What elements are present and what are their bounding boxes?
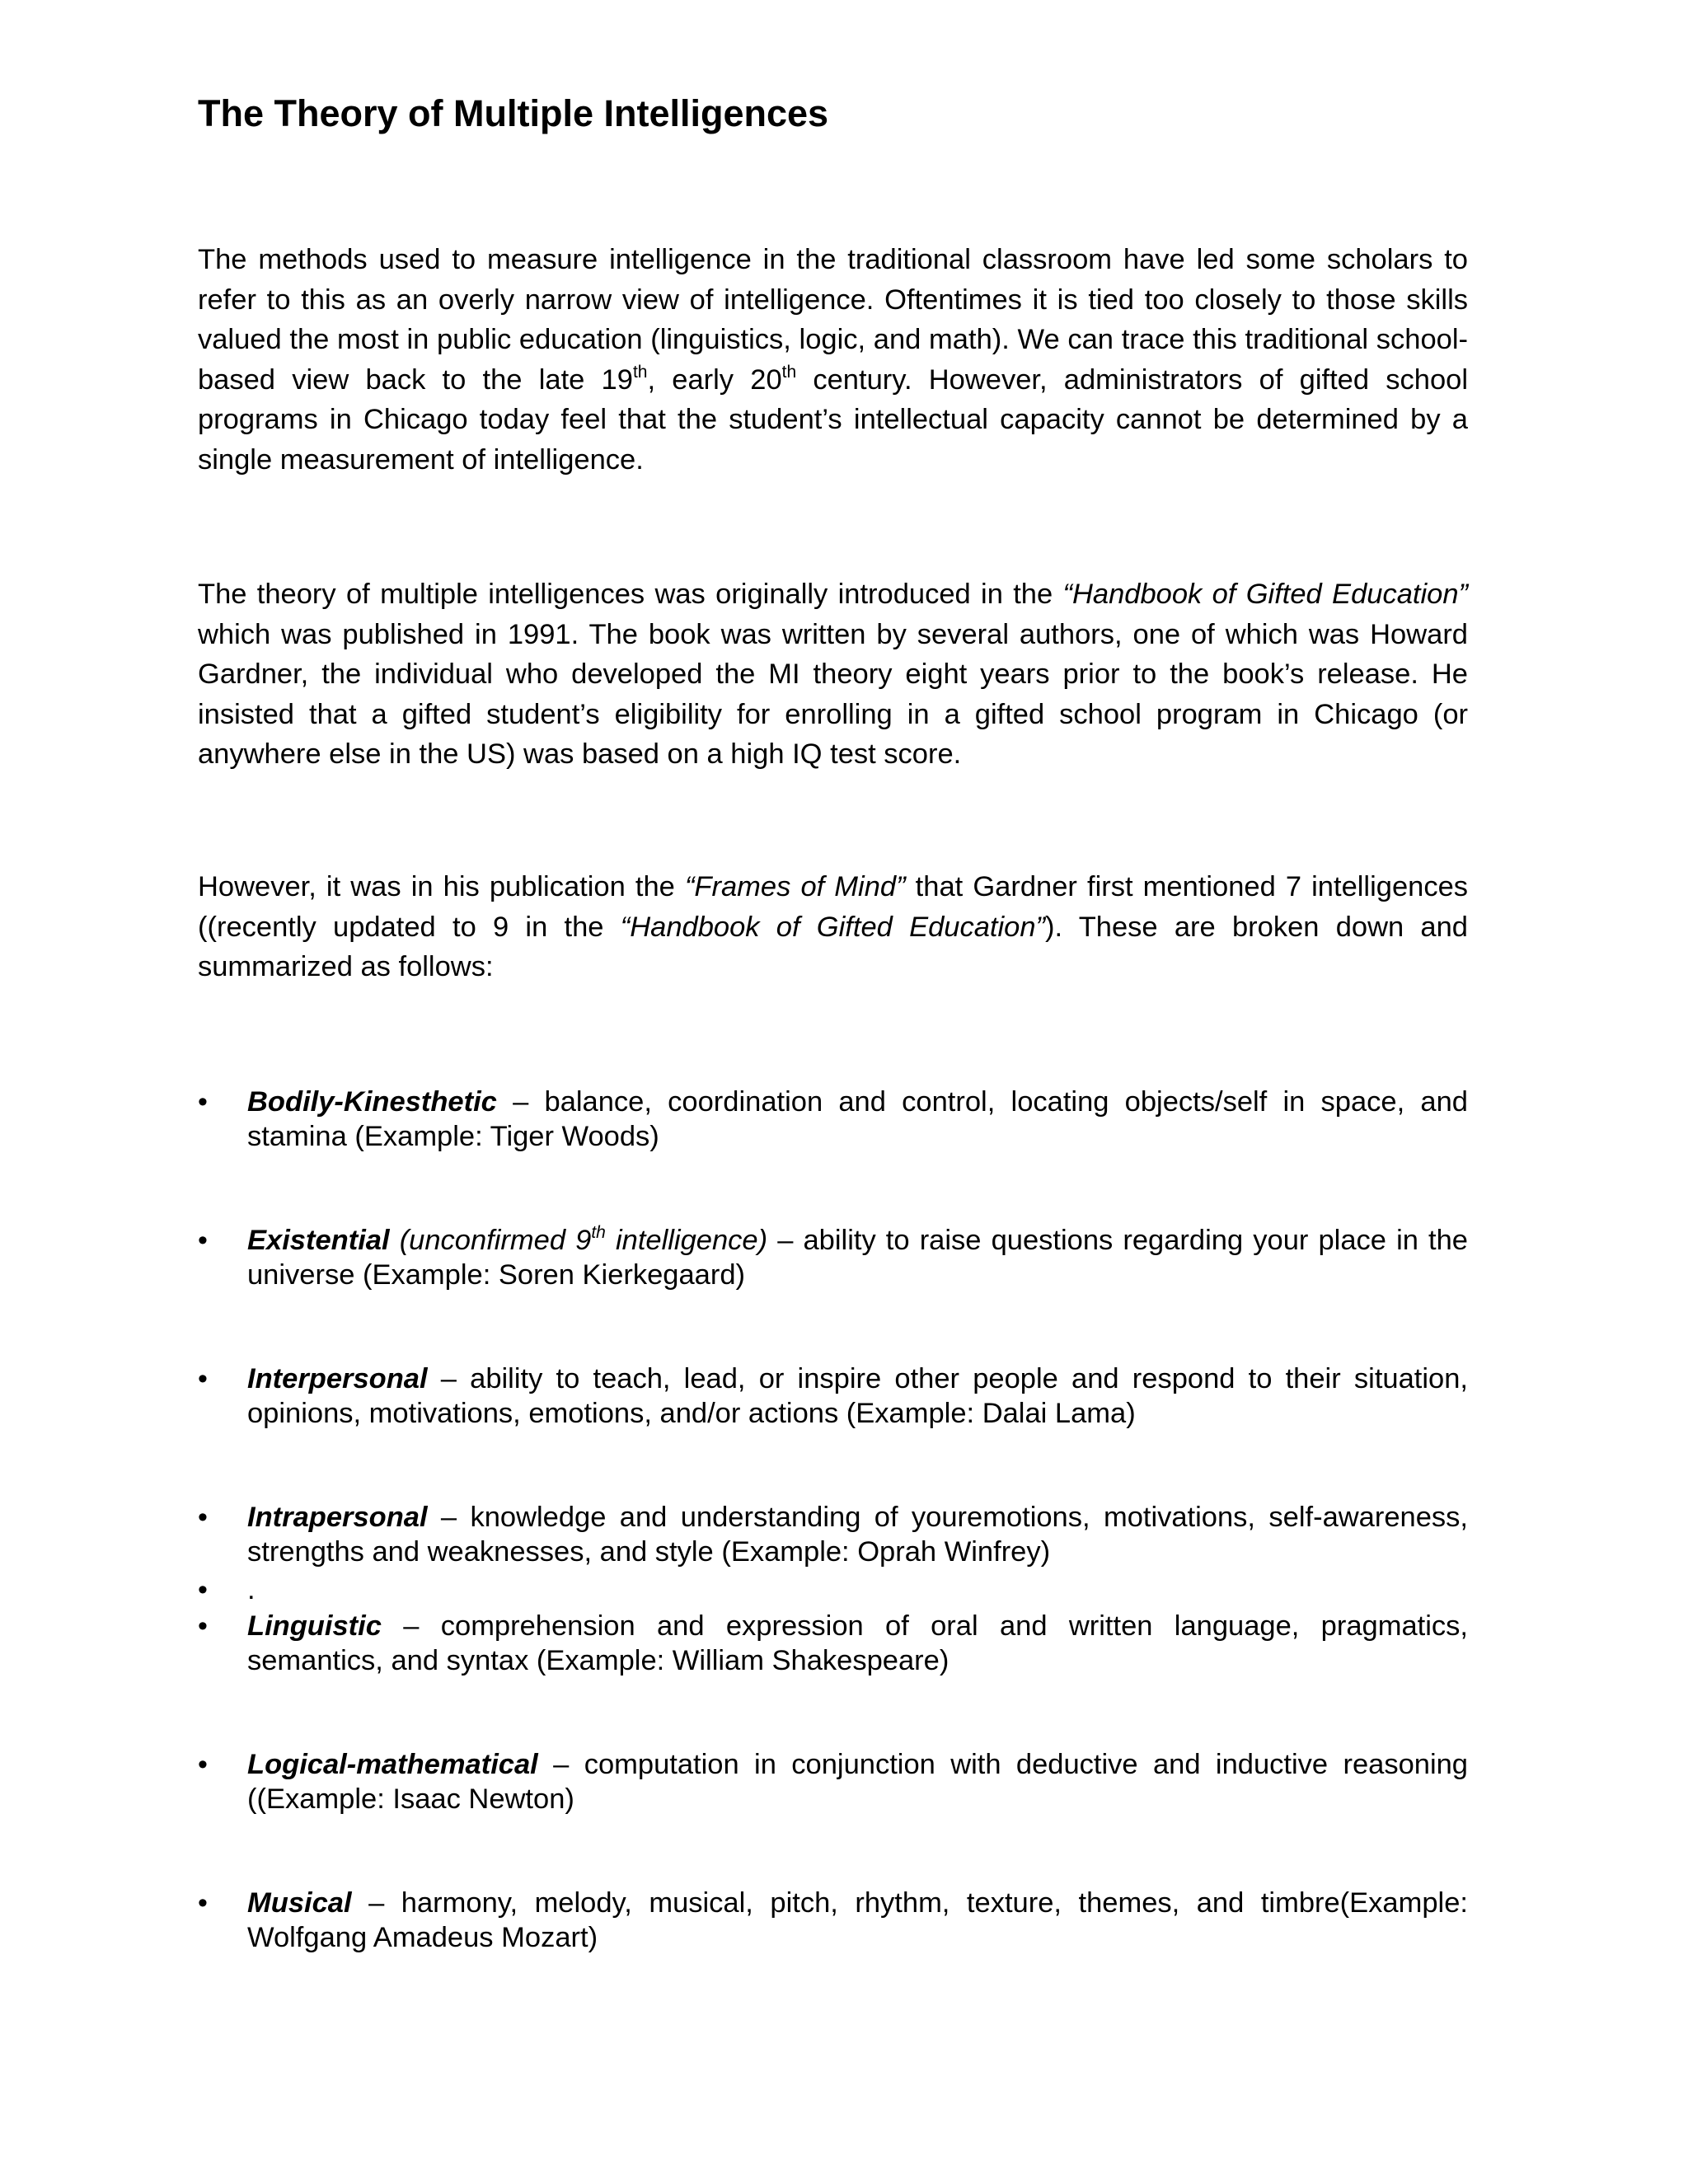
intelligence-term: Musical — [247, 1887, 352, 1919]
bullet-icon: • — [198, 1502, 208, 1533]
intelligence-description: – computation in conjunction with deductive and inductive reasoning ((Example: Isaac Newton) — [247, 1749, 1468, 1815]
page-title: The Theory of Multiple Intelligences — [198, 92, 829, 134]
intelligence-term: Existential — [247, 1225, 390, 1256]
bullet-icon: • — [198, 1749, 208, 1780]
summary-text-c: ). These are broken down and summarized as follows: — [198, 911, 1468, 982]
history-text-a: The theory of multiple intelligences was originally introduced in the — [198, 579, 1063, 610]
intelligence-term: Linguistic — [247, 1610, 382, 1642]
list-item-body — [247, 1361, 1468, 1431]
bullet-icon: • — [198, 1574, 208, 1605]
list-item-bodily-kinesthetic — [198, 1085, 1468, 1154]
book-title: “Handbook of Gifted Education” — [620, 911, 1046, 943]
intelligence-description: – balance, coordination and control, locating objects/self in space, and stamina (Example: Tiger Woods) — [247, 1086, 1468, 1152]
superscript-th: th — [591, 1223, 606, 1242]
intelligence-note: intelligence) — [605, 1225, 768, 1256]
list-item-body: . — [247, 1574, 256, 1605]
intelligence-description: – ability to raise questions regarding your place in the universe (Example: Soren Kierkegaard) — [247, 1225, 1468, 1291]
intelligence-description: – comprehension and expression of oral and written language, pragmatics, semantics, and syntax (Example: William Shakespeare) — [247, 1610, 1468, 1676]
summary-text-a: However, it was in his publication the — [198, 871, 685, 902]
intro-text-b: , early 20 — [647, 363, 782, 396]
intelligence-description: – knowledge and understanding of youremotions, motivations, self-awareness, strengths and weaknesses, and style (Example: Oprah Winfrey) — [247, 1502, 1468, 1568]
list-item-body — [247, 1223, 1468, 1292]
list-item-interpersonal — [198, 1361, 1468, 1431]
list-item-empty — [198, 1572, 1468, 1607]
intro-paragraph — [198, 240, 1468, 480]
intro-text-c: century. However, administrators of gifted school programs in Chicago today feel that the student’s intellectual capacity cannot be determined by a single measurement of intelligence. — [198, 363, 1468, 476]
list-item-intrapersonal — [198, 1500, 1468, 1569]
list-item-body — [247, 1609, 1468, 1678]
list-item-musical — [198, 1886, 1468, 1955]
book-title: “Handbook of Gifted Education” — [1062, 579, 1468, 610]
bullet-icon: • — [198, 1610, 208, 1642]
intro-text-a: The methods used to measure intelligence in the traditional classroom have led some scholars to refer to this as an overly narrow view of intelligence. Oftentimes it is tied too closely to those skills valued the most in public education (linguistics, logic, and math). We can trace this traditional school-based view back to the late 19 — [198, 244, 1468, 396]
superscript-th: th — [781, 362, 797, 382]
book-title: “Frames of Mind” — [684, 871, 906, 902]
summary-text-b: that Gardner first mentioned 7 intelligences ((recently updated to 9 in the — [198, 871, 1469, 943]
bullet-icon: • — [198, 1086, 208, 1118]
history-paragraph — [198, 574, 1468, 775]
list-item-logical-mathematical — [198, 1747, 1468, 1816]
summary-paragraph — [198, 867, 1468, 987]
intelligence-term: Bodily-Kinesthetic — [247, 1086, 497, 1118]
bullet-icon: • — [198, 1363, 208, 1394]
list-item-linguistic — [198, 1609, 1468, 1678]
intelligence-term: Logical-mathematical — [247, 1749, 538, 1780]
intelligence-note: (unconfirmed 9 — [389, 1225, 592, 1256]
list-item-body — [247, 1747, 1468, 1816]
bullet-icon: • — [198, 1225, 208, 1256]
superscript-th: th — [632, 362, 648, 382]
history-text-b: which was published in 1991. The book was written by several authors, one of which was Howard Gardner, the individual who developed the MI theory eight years prior to the book’s release. He insisted that a gifted student’s eligibility for enrolling in a gifted school program in Chicago (or anywhere else in the US) was based on a high IQ test score. — [198, 618, 1468, 770]
bullet-icon: • — [198, 1887, 208, 1919]
intelligence-description: – ability to teach, lead, or inspire other people and respond to their situation, opinions, motivations, emotions, and/or actions (Example: Dalai Lama) — [247, 1363, 1468, 1429]
intelligence-term: Interpersonal — [247, 1363, 428, 1394]
list-item-body — [247, 1500, 1468, 1569]
list-item-existential — [198, 1223, 1468, 1292]
intelligence-term: Intrapersonal — [247, 1502, 428, 1533]
list-item-body — [247, 1085, 1468, 1154]
intelligence-description: – harmony, melody, musical, pitch, rhythm, texture, themes, and timbre(Example: Wolfgang Amadeus Mozart) — [247, 1887, 1468, 1953]
list-item-body — [247, 1886, 1468, 1955]
